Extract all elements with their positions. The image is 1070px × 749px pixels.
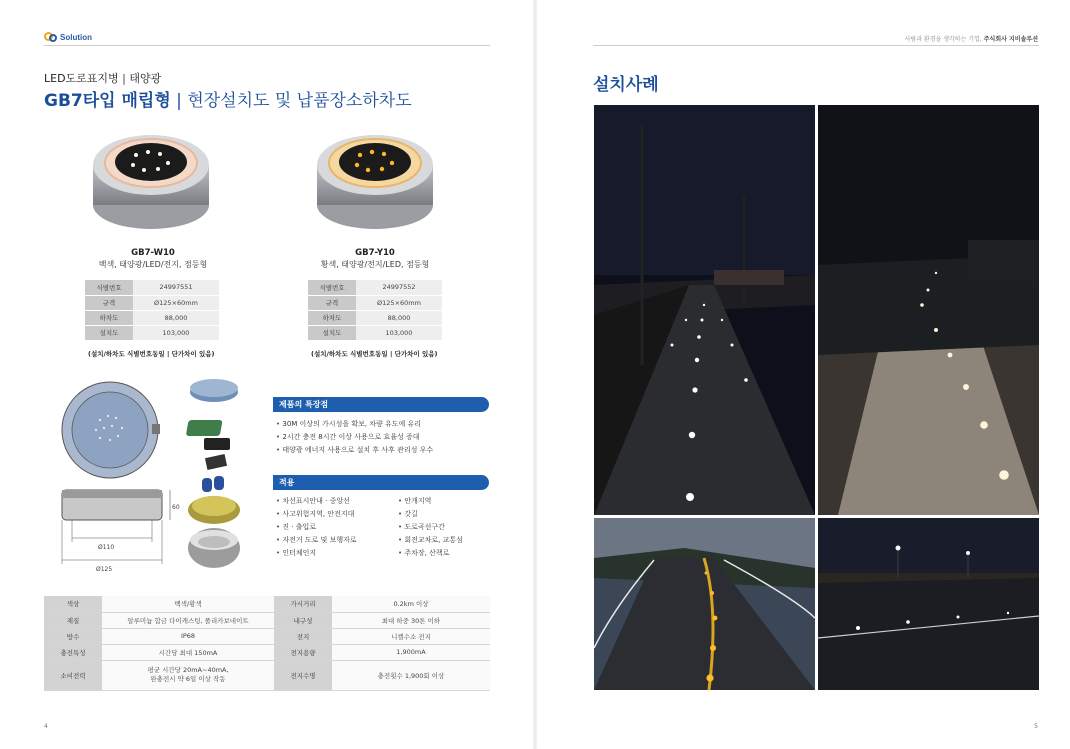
- installation-photo-3: [594, 518, 815, 690]
- table-row: [44, 644, 490, 660]
- feature-item: • 2시간 충전 8시간 이상 사용으로 효율성 증대: [276, 432, 433, 445]
- spec-value: IP68: [102, 628, 274, 644]
- spec-value: Ø125×60mm: [356, 295, 442, 310]
- spec-key: 전지용량: [274, 644, 332, 660]
- table-row: [44, 628, 490, 644]
- spec-key: 색상: [44, 596, 102, 612]
- logo-mark-icon: [44, 31, 58, 43]
- product-card-y10: [308, 248, 442, 270]
- spec-key: 재질: [44, 612, 102, 628]
- spec-value: 0.2km 이상: [332, 596, 490, 612]
- features-list: [276, 419, 433, 458]
- spec-note: (설치/하차도 식별번호동일 | 단가차이 있음): [88, 350, 215, 358]
- right-page: [535, 0, 1070, 749]
- installation-title: 설치사례: [593, 75, 659, 95]
- spec-key: 가시거리: [274, 596, 332, 612]
- spec-table-w10: [85, 280, 219, 341]
- application-item: • 차선표시안내 · 중앙선: [276, 496, 357, 509]
- slogan-text: 사람과 환경을 생각하는 기업,: [904, 36, 982, 43]
- spec-value: 1,900mA: [332, 644, 490, 660]
- subtitle-separator: |: [118, 72, 130, 85]
- subtitle-main: LED도로표지병: [44, 72, 119, 85]
- spec-value: 충전횟수 1,900회 이상: [332, 660, 490, 690]
- spec-key: 내구성: [274, 612, 332, 628]
- feature-item: • 30M 이상의 가시성을 확보, 차량 유도에 유리: [276, 419, 433, 432]
- exploded-view-drawing: [184, 378, 246, 583]
- product-image-white: [88, 125, 214, 235]
- spec-key: 하차도: [85, 310, 133, 325]
- spec-value: 103,000: [133, 325, 219, 340]
- spec-value: 24997552: [356, 280, 442, 295]
- page-subtitle: [44, 70, 161, 86]
- spec-note: (설치/하차도 식별번호동일 | 단가차이 있음): [311, 350, 438, 358]
- dimension-outer: Ø125: [96, 566, 113, 573]
- spec-key: 설치도: [85, 325, 133, 340]
- application-item: • 자전거 도로 및 보행자로: [276, 535, 357, 548]
- spec-value-line: 완충전시 약 6일 이상 작동: [150, 675, 226, 683]
- spec-value: 백색/황색: [102, 596, 274, 612]
- top-view-drawing: [52, 380, 176, 480]
- spec-key: 방수: [44, 628, 102, 644]
- application-list-col1: [276, 496, 357, 561]
- dimension-inner: Ø110: [98, 544, 115, 551]
- installation-photo-4: [818, 518, 1039, 690]
- product-card-w10: [86, 248, 220, 270]
- header-slogan: [905, 34, 1038, 43]
- page-title: [44, 86, 412, 111]
- product-desc: 황색, 태양광/전지/LED, 점등형: [320, 260, 430, 269]
- product-spec-table: [44, 596, 490, 691]
- installation-photo-1: [594, 105, 815, 515]
- spec-key: 식별번호: [85, 280, 133, 295]
- spec-value: Ø125×60mm: [133, 295, 219, 310]
- spec-value: 88,000: [133, 310, 219, 325]
- company-name: 주식회사 지비솔루션: [983, 36, 1038, 43]
- application-item: • 사고위험지역, 안전지대: [276, 509, 357, 522]
- spec-key: 설치도: [308, 325, 356, 340]
- header-rule: [593, 45, 1039, 46]
- table-row: [44, 660, 490, 690]
- application-list-col2: [398, 496, 463, 561]
- application-item: • 진 · 출입로: [276, 522, 357, 535]
- page-number-right: 5: [1034, 723, 1038, 730]
- side-view-drawing: [60, 484, 180, 574]
- page-number-left: 4: [44, 723, 48, 730]
- spec-value: [102, 660, 274, 690]
- application-item: • 갓길: [398, 509, 463, 522]
- spec-key: 전지: [274, 628, 332, 644]
- header-rule: [44, 45, 490, 46]
- subtitle-sub: 태양광: [129, 72, 162, 85]
- spec-table-y10: [308, 280, 442, 341]
- product-name: GB7-W10: [131, 248, 175, 258]
- dimension-height: 60: [172, 504, 180, 511]
- company-logo: [44, 31, 92, 43]
- application-item: • 회전교차로, 교통섬: [398, 535, 463, 548]
- spec-key: 식별번호: [308, 280, 356, 295]
- spec-value: 알루미늄 합금 다이캐스팅, 폴리카보네이트: [102, 612, 274, 628]
- application-item: • 인터체인지: [276, 548, 357, 561]
- spec-key: 소비전력: [44, 660, 102, 690]
- spec-key: 하차도: [308, 310, 356, 325]
- table-row: [44, 612, 490, 628]
- spec-key: 전지수명: [274, 660, 332, 690]
- title-sub: 현장설치도 및 납품장소하차도: [187, 91, 412, 111]
- spec-value: 88,000: [356, 310, 442, 325]
- logo-text: Solution: [60, 32, 92, 42]
- product-desc: 백색, 태양광/LED/전지, 점등형: [98, 260, 208, 269]
- spec-key: 규격: [308, 295, 356, 310]
- product-name: GB7-Y10: [355, 248, 395, 258]
- spec-value: 24997551: [133, 280, 219, 295]
- application-item: • 주차장, 산책로: [398, 548, 463, 561]
- spec-value-line: 평균 시간당 20mA~40mA,: [147, 666, 229, 674]
- title-main: GB7타입 매립형: [44, 91, 171, 111]
- spec-key: 규격: [85, 295, 133, 310]
- title-separator: |: [170, 91, 188, 111]
- table-row: [44, 596, 490, 612]
- spec-value: 니켈수소 전지: [332, 628, 490, 644]
- spec-value: 시간당 최대 150mA: [102, 644, 274, 660]
- spec-value: 103,000: [356, 325, 442, 340]
- application-heading: 적용: [273, 475, 489, 490]
- installation-photo-2: [818, 105, 1039, 515]
- spec-value: 최대 하중 30톤 이하: [332, 612, 490, 628]
- product-image-yellow: [312, 125, 438, 235]
- application-item: • 안개지역: [398, 496, 463, 509]
- features-heading: 제품의 특장점: [273, 397, 489, 412]
- application-item: • 도로곡선구간: [398, 522, 463, 535]
- spec-key: 충전특성: [44, 644, 102, 660]
- feature-item: • 태양광 에너지 사용으로 설치 후 사후 관리성 우수: [276, 445, 433, 458]
